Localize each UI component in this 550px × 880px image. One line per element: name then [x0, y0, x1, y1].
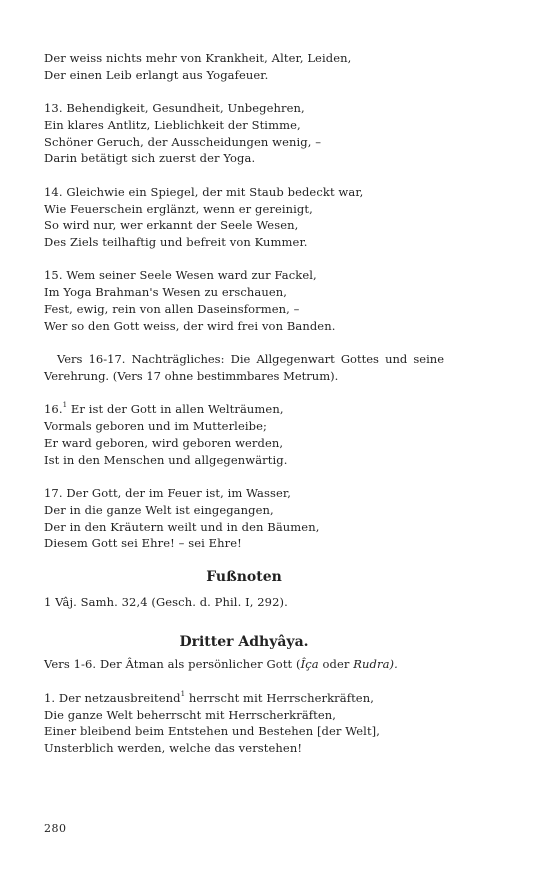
chapter-intro [44, 656, 444, 673]
stanza-14 [44, 184, 444, 251]
verse-line: Fest, ewig, rein von allen Daseinsformen, – [44, 302, 300, 317]
verse-text: herrscht mit Herrscherkräften, [185, 690, 374, 705]
verse-line: Der weiss nichts mehr von Krankheit, Alter, Leiden, [44, 51, 352, 65]
chapter-stanza-1 [44, 690, 444, 757]
chapter-heading: Dritter Adhyâya. [179, 634, 309, 651]
intro-line [44, 656, 444, 673]
verse-line [44, 690, 444, 707]
deity-name: Rudra). [353, 657, 398, 672]
verse-line: 14. Gleichwie ein Spiegel, der mit Staub bedeckt war, [44, 184, 364, 199]
verse-line: Der einen Leib erlangt aus Yogafeuer. [44, 67, 269, 82]
verse-line: Diesem Gott sei Ehre! – sei Ehre! [44, 536, 242, 551]
verse-line [44, 401, 444, 418]
verse-line: Vormals geboren und im Mutterleibe; [44, 419, 267, 434]
verse-line: Der in den Kräutern weilt und in den Bäumen, [44, 519, 320, 534]
deity-name: Îça [300, 657, 319, 672]
verse-number: 16. [44, 402, 63, 417]
verse-line: 17. Der Gott, der im Feuer ist, im Wasser, [44, 485, 291, 500]
footnote-item: 1 Vâj. Samh. 32,4 (Gesch. d. Phil. I, 292). [44, 594, 288, 609]
verse-line: Darin betätigt sich zuerst der Yoga. [44, 151, 256, 166]
stanza-13 [44, 100, 444, 167]
verse-line: Wer so den Gott weiss, der wird frei von Banden. [44, 318, 336, 333]
footnote-marker[interactable]: 1 [180, 689, 186, 698]
stanza-16 [44, 401, 444, 468]
verse-line: Ist in den Menschen und allgegenwärtig. [44, 452, 288, 467]
verse-line: Ein klares Antlitz, Lieblichkeit der Stimme, [44, 117, 301, 132]
stanza-15 [44, 267, 444, 334]
verse-line: Wie Feuerschein erglänzt, wenn er gereinigt, [44, 201, 313, 216]
verse-text: Er ist der Gott in allen Welträumen, [67, 402, 284, 417]
footnotes-heading: Fußnoten [206, 568, 282, 585]
verse-line: Unsterblich werden, welche das verstehen! [44, 741, 303, 756]
intro-text: oder [318, 657, 354, 672]
verse-line: Er ward geboren, wird geboren werden, [44, 435, 284, 450]
page-content [44, 50, 444, 773]
verse-line: So wird nur, wer erkannt der Seele Wesen, [44, 218, 299, 233]
intro-text: Vers 1-6. Der Âtman als persönlicher Gott ( [44, 657, 301, 672]
page-number: 280 [44, 822, 67, 835]
footnote-marker[interactable]: 1 [62, 401, 68, 410]
verse-line: Einer bleibend beim Entstehen und Bestehen [der Welt], [44, 724, 381, 739]
verse-line: 15. Wem seiner Seele Wesen ward zur Fackel, [44, 268, 317, 283]
verse-line: Im Yoga Brahman's Wesen zu erschauen, [44, 285, 288, 300]
verse-line: Der in die ganze Welt ist eingegangen, [44, 502, 274, 517]
verse-line: Des Ziels teilhaftig und befreit von Kummer. [44, 235, 308, 250]
stanza-continuation [44, 50, 444, 84]
verse-line: 13. Behendigkeit, Gesundheit, Unbegehren, [44, 101, 305, 116]
stanza-17 [44, 485, 444, 552]
verse-text: 1. Der netzausbreitend [44, 690, 181, 705]
section-note: Vers 16-17. Nachträgliches: Die Allgegenwart Gottes und seine Verehrung. (Vers 17 ohne bestimmbares Metrum). [44, 352, 444, 383]
verse-line: Die ganze Welt beherrscht mit Herrscherkräften, [44, 707, 337, 722]
verse-line: Schöner Geruch, der Ausscheidungen wenig, – [44, 134, 322, 149]
